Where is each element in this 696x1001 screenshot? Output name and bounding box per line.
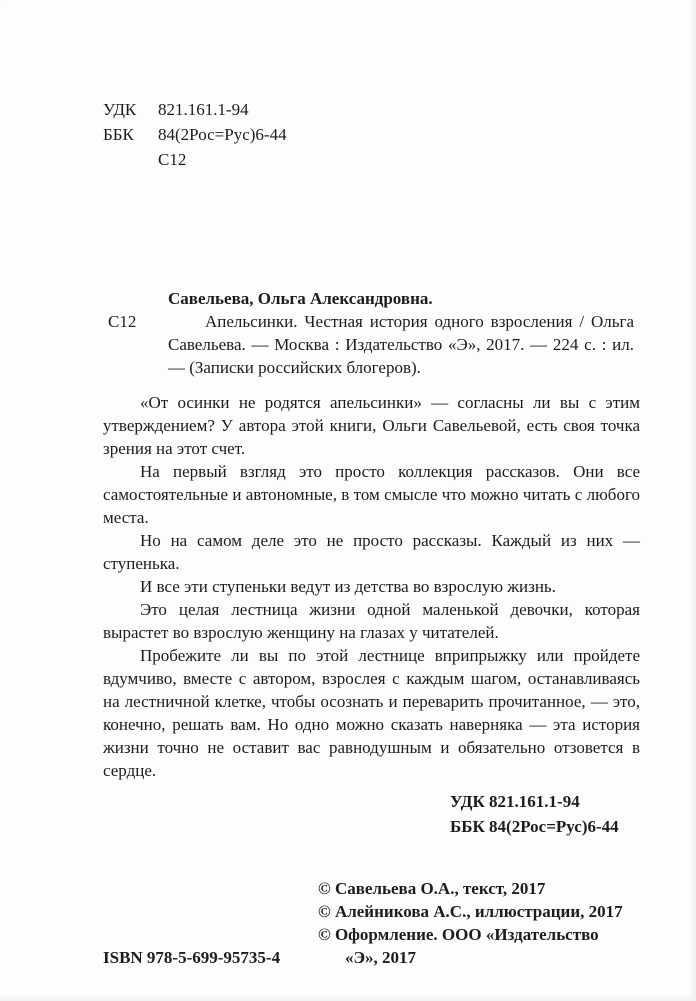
- udk-value: 821.161.1-94: [158, 100, 249, 119]
- annotation-block: [103, 391, 640, 782]
- catalog-card-code: С12: [108, 312, 137, 331]
- author-sign-row: [103, 147, 640, 172]
- annotation-paragraph: И все эти ступеньки ведут из детства во взрослую жизнь.: [140, 577, 556, 596]
- annotation-paragraph: Но на самом деле это не просто рассказы. Каждый из них — ступенька.: [103, 531, 640, 573]
- copyright-line-illustrations: © Алейникова А.С., иллюстрации, 2017: [318, 902, 623, 921]
- copyright-line-text: © Савельева О.А., текст, 2017: [318, 879, 546, 898]
- bbk-value: 84(2Рос=Рус)6-44: [158, 125, 287, 144]
- annotation-paragraph: Пробежите ли вы по этой лестнице вприпрыжку или пройдете вдумчиво, вместе с автором, взрослея с каждым шагом, останавливаясь на лестничной клетке, чтобы осознать и переварить прочитанное, — это, конечно, решать вам. Но одно можно сказать наверняка — эта история жизни точно не оставит вас равнодушным и обязательно отзовется в сердце.: [103, 646, 640, 780]
- bottom-udk: УДК 821.161.1-94: [450, 792, 580, 811]
- isbn: ISBN 978-5-699-95735-4: [103, 948, 281, 967]
- annotation-paragraph: На первый взгляд это просто коллекция рассказов. Они все самостоятельные и автономные, в том смысле что можно читать с любого места.: [103, 462, 640, 527]
- catalog-card: [103, 287, 640, 379]
- copyright-block: [318, 877, 658, 969]
- bibliographic-description: Апельсинки. Честная история одного взросления / Ольга Савельева. — Москва : Издательство «Э», 2017. — 224 с. : ил. — (Записки российских блогеров).: [168, 312, 634, 377]
- annotation-paragraph: «От осинки не родятся апельсинки» — согласны ли вы с этим утверждением? У автора этой книги, Ольги Савельевой, есть своя точка зрения на этот счет.: [103, 393, 640, 458]
- copyright-line-design: © Оформление. ООО «Издательство: [318, 925, 599, 944]
- author-heading: Савельева, Ольга Александровна.: [168, 289, 433, 308]
- udk-row: [103, 97, 640, 122]
- bottom-classification-block: [450, 789, 640, 839]
- copyright-line-design-wrap: «Э», 2017: [345, 948, 417, 967]
- annotation-paragraph: Это целая лестница жизни одной маленькой девочки, которая вырастет во взрослую женщину на глазах у читателей.: [103, 600, 640, 642]
- copyright-section: [103, 877, 640, 969]
- author-sign-value: С12: [158, 150, 187, 169]
- bbk-label: ББК: [103, 125, 134, 144]
- classification-block: [103, 97, 640, 172]
- bbk-row: [103, 122, 640, 147]
- bottom-bbk: ББК 84(2Рос=Рус)6-44: [450, 817, 619, 836]
- udk-label: УДК: [103, 100, 137, 119]
